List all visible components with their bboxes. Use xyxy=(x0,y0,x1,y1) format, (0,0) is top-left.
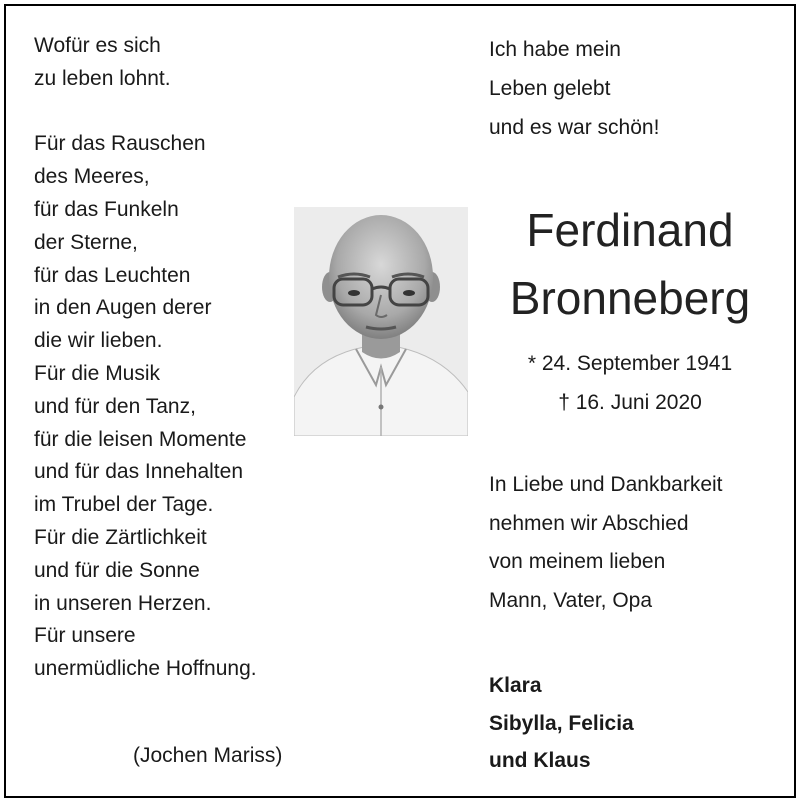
family-signature xyxy=(489,667,634,780)
poem-line: in den Augen derer xyxy=(34,296,212,320)
poem-line: und für den Tanz, xyxy=(34,394,196,418)
deceased-name xyxy=(480,196,780,332)
motto-line: Ich habe mein xyxy=(489,38,621,61)
poem-author: (Jochen Mariss) xyxy=(133,744,283,767)
poem-line: zu leben lohnt. xyxy=(34,66,171,90)
death-date: † 16. Juni 2020 xyxy=(558,391,702,414)
portrait-photo xyxy=(294,207,468,436)
poem-line: Für das Rauschen xyxy=(34,132,206,156)
poem-line: für die leisen Momente xyxy=(34,427,247,451)
farewell-line: Mann, Vater, Opa xyxy=(489,588,653,612)
poem-line: Für die Musik xyxy=(34,361,161,385)
family-line: Sibylla, Felicia xyxy=(489,711,634,735)
poem-line: des Meeres, xyxy=(34,165,150,189)
farewell-line: nehmen wir Abschied xyxy=(489,511,689,535)
poem xyxy=(34,30,294,686)
poem-line: die wir lieben. xyxy=(34,329,163,353)
poem-line: für das Leuchten xyxy=(34,263,191,287)
stanza-gap xyxy=(34,96,294,129)
poem-line: der Sterne, xyxy=(34,230,138,254)
farewell-text xyxy=(489,466,723,620)
poem-line: Wofür es sich xyxy=(34,34,161,57)
farewell-line: von meinem lieben xyxy=(489,550,666,573)
life-dates xyxy=(480,344,780,422)
poem-line: unermüdliche Hoffnung. xyxy=(34,657,257,681)
poem-line: für das Funkeln xyxy=(34,197,179,221)
farewell-line: In Liebe und Dankbarkeit xyxy=(489,473,723,496)
poem-line: und für die Sonne xyxy=(34,558,200,582)
motto-line: und es war schön! xyxy=(489,116,660,139)
poem-line: Für die Zärtlichkeit xyxy=(34,525,207,549)
motto xyxy=(489,30,659,147)
poem-line: Für unsere xyxy=(34,624,136,648)
family-line: und Klaus xyxy=(489,749,591,772)
birth-date: * 24. September 1941 xyxy=(527,352,733,375)
last-name: Bronneberg xyxy=(509,272,751,324)
poem-line: und für das Innehalten xyxy=(34,460,243,484)
family-line: Klara xyxy=(489,674,542,697)
poem-line: in unseren Herzen. xyxy=(34,591,212,615)
poem-line: im Trubel der Tage. xyxy=(34,493,214,517)
first-name: Ferdinand xyxy=(526,204,734,256)
motto-line: Leben gelebt xyxy=(489,77,611,100)
